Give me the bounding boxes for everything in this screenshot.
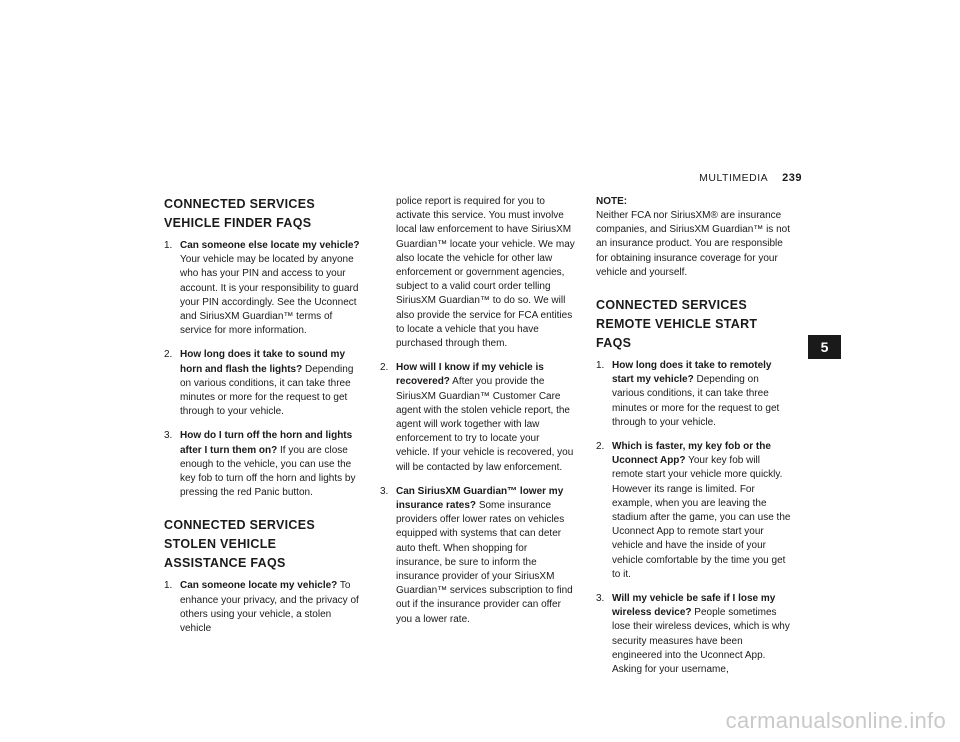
list-item: 1. Can someone else locate my vehicle? Your vehicle may be located by anyone who has your PIN and access to your account. It is your responsibility to guard your PIN accordingly. See the Uconnect and SiriusXM Guardian™ terms of service for more information. xyxy=(164,240,360,337)
list-item: 3. How do I turn off the horn and lights after I turn them on? If you are close enough to the vehicle, you can use the key fob to turn off the horn and lights by pressing the red Panic button. xyxy=(164,430,356,499)
vehicle-finder-list xyxy=(164,239,360,500)
list-item: 1. Can someone locate my vehicle? To enhance your privacy, and the privacy of others using your vehicle, a stolen vehicle xyxy=(164,580,359,635)
heading-stolen-vehicle-faqs: CONNECTED SERVICES STOLEN VEHICLE ASSISTANCE FAQS xyxy=(164,518,316,571)
note-label: NOTE: xyxy=(596,196,628,207)
stolen-vehicle-list-continued xyxy=(380,195,576,627)
watermark: carmanualsonline.info xyxy=(725,708,946,733)
column-1 xyxy=(164,195,360,646)
list-item: 2. Which is faster, my key fob or the Uconnect App? Your key fob will remote start your vehicle more quickly. However its range is limited. For example, when you are leaving the stadium after the game, you can use the Uconnect App to remote start your vehicle and have the inside of your vehicle comfortable by the time you get to it. xyxy=(596,441,791,580)
heading-remote-start-faqs: CONNECTED SERVICES REMOTE VEHICLE START FAQS xyxy=(596,298,758,351)
list-item: 1. How long does it take to remotely start my vehicle? Depending on various conditions, it can take three minutes or more for the request to get through to your vehicle. xyxy=(596,360,780,428)
column-3 xyxy=(596,195,792,687)
column-2 xyxy=(380,195,576,637)
list-item: 3. Can SiriusXM Guardian™ lower my insurance rates? Some insurance providers offer lower rates on vehicles equipped with systems that can deter auto theft. When shopping for insurance, be sure to inform the insurance provider of your SiriusXM Guardian™ services subscription to find out if the insurance provider can offer you a lower rate. xyxy=(380,485,573,625)
list-item: 2. How will I know if my vehicle is recovered? After you provide the SiriusXM Guardian™ Customer Care agent with the stolen vehicle report, the agent will work together with law enforcement to try to locate your vehicle. If your vehicle is recovered, you will be contacted by law enforcement. xyxy=(380,362,574,473)
section-title: MULTIMEDIA xyxy=(699,172,769,184)
heading-vehicle-finder-faqs: CONNECTED SERVICES VEHICLE FINDER FAQS xyxy=(164,197,316,230)
chapter-tab: 5 xyxy=(808,335,841,359)
list-item: 2. How long does it take to sound my horn and flash the lights? Depending on various conditions, it can take three minutes or more for the request to get through to your vehicle. xyxy=(164,349,354,418)
remote-start-list xyxy=(596,359,792,677)
page-number: 239 xyxy=(782,172,802,184)
list-item: 3. Will my vehicle be safe if I lose my wireless device? People sometimes lose their wireless devices, which is why security measures have been engineered into the Uconnect App. Asking for your username, xyxy=(596,593,790,676)
note-body: Neither FCA nor SiriusXM® are insurance companies, and SiriusXM Guardian™ is not an insurance product. You are responsible for obtaining insurance coverage for your vehicle and yourself. xyxy=(596,210,790,278)
list-item-continuation: police report is required for you to activate this service. You must involve local law enforcement to have SiriusXM Guardian™ locate your vehicle. We may also locate the vehicle for other law enforcement or government agencies, subject to a valid court order telling SiriusXM Guardian™ to do so. We will also provide the service for FCA entities to locate a vehicle that you have purchased through them. xyxy=(396,196,575,350)
stolen-vehicle-list xyxy=(164,579,360,636)
page-header xyxy=(699,172,802,184)
